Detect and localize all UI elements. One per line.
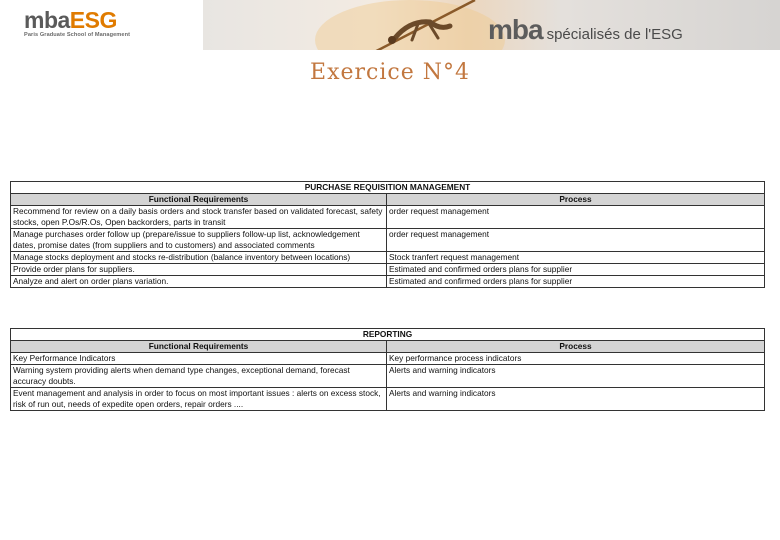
- banner-tagline: mba spécialisés de l'ESG: [488, 14, 683, 45]
- table-row: [11, 252, 765, 264]
- process-cell: order request management: [387, 229, 765, 252]
- requirement-cell: Manage purchases order follow up (prepare/issue to suppliers follow-up list, acknowledgement dates, promise dates (from suppliers and to customers) and associated comments: [11, 229, 387, 252]
- column-header-functional: Functional Requirements: [11, 194, 387, 206]
- logo-wordmark: mbaESG: [24, 7, 117, 33]
- process-cell: Estimated and confirmed orders plans for supplier: [387, 264, 765, 276]
- table-row: [11, 353, 765, 365]
- table-title: PURCHASE REQUISITION MANAGEMENT: [11, 182, 765, 194]
- process-cell: Alerts and warning indicators: [387, 365, 765, 388]
- logo: [0, 0, 203, 50]
- table-row: [11, 388, 765, 411]
- requirement-cell: Provide order plans for suppliers.: [11, 264, 387, 276]
- table-header-row: [11, 341, 765, 353]
- header-banner: [0, 0, 780, 50]
- pole-vaulter-image: [300, 0, 520, 50]
- table-header-row: [11, 194, 765, 206]
- table-row: [11, 229, 765, 252]
- column-header-process: Process: [387, 341, 765, 353]
- requirement-cell: Manage stocks deployment and stocks re-distribution (balance inventory between locations): [11, 252, 387, 264]
- table-row: [11, 365, 765, 388]
- process-cell: order request management: [387, 206, 765, 229]
- column-header-process: Process: [387, 194, 765, 206]
- table-title-row: [11, 329, 765, 341]
- table-row: [11, 276, 765, 288]
- process-cell: Estimated and confirmed orders plans for supplier: [387, 276, 765, 288]
- table-row: [11, 206, 765, 229]
- requirement-cell: Analyze and alert on order plans variation.: [11, 276, 387, 288]
- logo-subtitle: Paris Graduate School of Management: [24, 32, 131, 38]
- page-title: Exercice N°4: [310, 60, 470, 85]
- requirement-cell: Event management and analysis in order to focus on most important issues : alerts on excess stock, risk of run out, needs of expedite open orders, repair orders ....: [11, 388, 387, 411]
- requirement-cell: Key Performance Indicators: [11, 353, 387, 365]
- process-cell: Key performance process indicators: [387, 353, 765, 365]
- process-cell: Alerts and warning indicators: [387, 388, 765, 411]
- reporting-table: [10, 328, 765, 411]
- process-cell: Stock tranfert request management: [387, 252, 765, 264]
- table-row: [11, 264, 765, 276]
- table-title: REPORTING: [11, 329, 765, 341]
- requirement-cell: Recommend for review on a daily basis orders and stock transfer based on validated forecast, safety stocks, open P.Os/R.Os, Open backorders, parts in transit: [11, 206, 387, 229]
- table-title-row: [11, 182, 765, 194]
- purchase-requisition-table: [10, 181, 765, 288]
- requirement-cell: Warning system providing alerts when demand type changes, exceptional demand, forecast accuracy doubts.: [11, 365, 387, 388]
- column-header-functional: Functional Requirements: [11, 341, 387, 353]
